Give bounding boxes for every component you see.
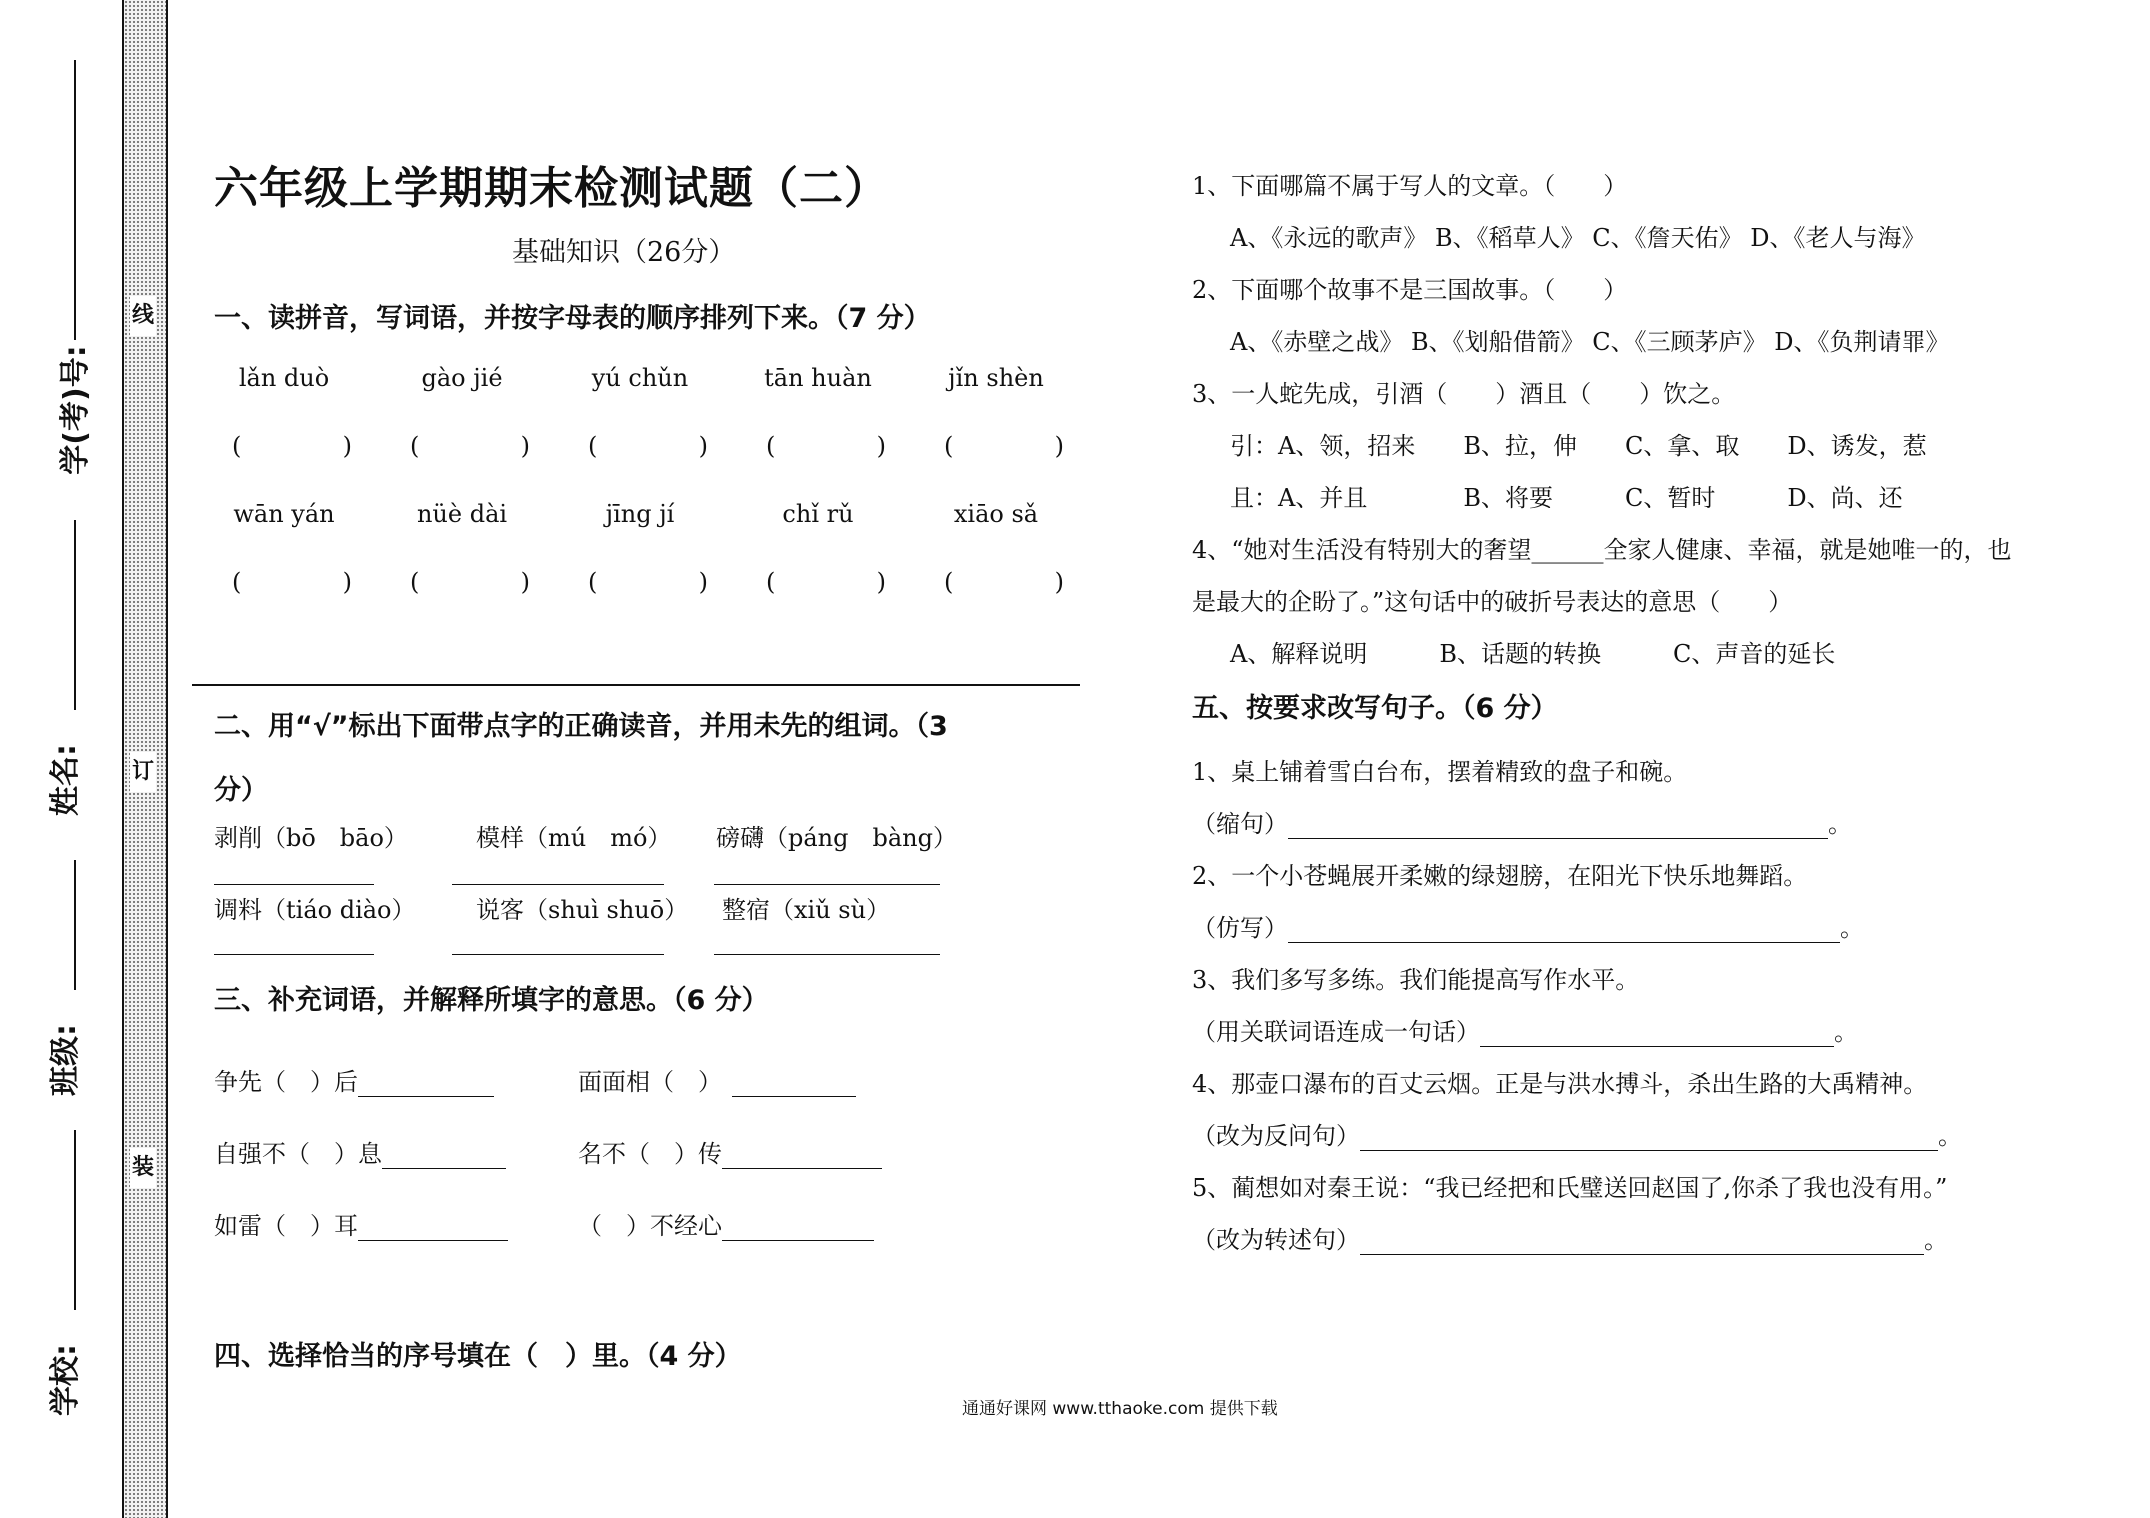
rewrite-answer-4 xyxy=(1192,1116,1962,1151)
pinyin-9: chǐ rǔ xyxy=(782,500,854,528)
name-field[interactable] xyxy=(0,520,120,820)
pinyin-7: nüè dài xyxy=(416,500,508,528)
reading-item-5: 说客（shuì shuō） xyxy=(476,896,689,924)
choice-options-2: A、《赤壁之战》 B、《划船借箭》 C、《三顾茅庐》 D、《负荆请罪》 xyxy=(1230,328,1950,356)
choice-options-3a: 引：A、领，招来 B、拉，伸 C、拿、取 D、诱发，惹 xyxy=(1230,432,1927,460)
student-number-field[interactable] xyxy=(0,60,120,480)
choice-options-1: A、《永远的歌声》 B、《稻草人》 C、《詹天佑》 D、《老人与海》 xyxy=(1230,224,1926,252)
answer-box-5[interactable] xyxy=(944,432,1064,460)
exam-subtitle: 基础知识（26分） xyxy=(512,237,736,268)
pinyin-6: wān yán xyxy=(233,500,335,528)
paren-open: ( xyxy=(766,432,776,460)
rewrite-answer-2 xyxy=(1192,908,1864,943)
rewrite-hint: （改为转述句） xyxy=(1192,1226,1360,1254)
pinyin-10: xiāo sǎ xyxy=(953,500,1039,528)
end-mark: 。 xyxy=(1834,1018,1858,1046)
reading-item-1: 剥削（bō bāo） xyxy=(214,824,408,852)
answer-line[interactable] xyxy=(358,1218,508,1241)
answer-line[interactable] xyxy=(722,1146,882,1169)
idiom-item-2 xyxy=(578,1062,856,1097)
choice-options-3b: 且：A、并且 B、将要 C、暂时 D、尚、还 xyxy=(1230,484,1903,512)
rewrite-question-2: 2、一个小苍蝇展开柔嫩的绿翅膀，在阳光下快乐地舞蹈。 xyxy=(1192,862,1808,890)
paren-close: ) xyxy=(1054,568,1064,596)
choice-options-4: A、解释说明 B、话题的转换 C、声音的延长 xyxy=(1230,640,1836,668)
reading-item-2: 模样（mú mó） xyxy=(476,824,672,852)
section-5-heading: 五、按要求改写句子。（6 分） xyxy=(1192,693,1558,724)
idiom-text: 争先（ ）后 xyxy=(214,1068,358,1096)
pinyin-5: jǐn shèn xyxy=(948,364,1044,392)
pinyin-1: lǎn duò xyxy=(238,364,330,392)
paren-open: ( xyxy=(410,568,420,596)
choice-question-4-cont: 是最大的企盼了。”这句话中的破折号表达的意思（ ） xyxy=(1192,588,1793,616)
end-mark: 。 xyxy=(1924,1226,1948,1254)
section-3-heading: 三、补充词语，并解释所填字的意思。（6 分） xyxy=(214,985,769,1016)
rewrite-hint: （仿写） xyxy=(1192,914,1288,942)
answer-box-6[interactable] xyxy=(232,568,352,596)
section-4-heading: 四、选择恰当的序号填在（ ）里。（4 分） xyxy=(214,1341,742,1372)
choice-question-4: 4、“她对生活没有特别大的奢望______全家人健康、幸福，就是她唯一的，也 xyxy=(1192,536,2012,564)
binding-char-order: 订 xyxy=(130,752,156,792)
answer-box-8[interactable] xyxy=(588,568,708,596)
idiom-item-1 xyxy=(214,1062,494,1097)
answer-line[interactable] xyxy=(1360,1128,1938,1151)
reading-item-4: 调料（tiáo diào） xyxy=(214,896,416,924)
answer-box-10[interactable] xyxy=(944,568,1064,596)
pinyin-4: tān huàn xyxy=(764,364,872,392)
pinyin-2: gào jié xyxy=(421,364,503,392)
choice-question-3: 3、一人蛇先成，引酒（ ）酒且（ ）饮之。 xyxy=(1192,380,1736,408)
end-mark: 。 xyxy=(1840,914,1864,942)
answer-line[interactable] xyxy=(1480,1024,1834,1047)
name-label: 姓名: xyxy=(48,744,83,816)
answer-line[interactable] xyxy=(1288,920,1840,943)
answer-box-2[interactable] xyxy=(410,432,530,460)
footer-credit: 通通好课网 www.tthaoke.com 提供下载 xyxy=(962,1399,1278,1419)
idiom-item-5 xyxy=(214,1206,508,1241)
answer-line[interactable] xyxy=(722,1218,874,1241)
idiom-text: 面面相（ ） xyxy=(578,1068,722,1096)
paren-close: ) xyxy=(876,432,886,460)
reading-item-3: 磅礴（páng bàng） xyxy=(716,824,957,852)
paren-close: ) xyxy=(342,568,352,596)
idiom-text: 名不（ ）传 xyxy=(578,1140,722,1168)
paren-open: ( xyxy=(588,432,598,460)
rewrite-hint: （改为反问句） xyxy=(1192,1122,1360,1150)
paren-close: ) xyxy=(520,432,530,460)
binding-char-bind: 装 xyxy=(130,1148,156,1188)
name-line xyxy=(74,520,76,710)
answer-box-3[interactable] xyxy=(588,432,708,460)
end-mark: 。 xyxy=(1938,1122,1962,1150)
answer-line[interactable] xyxy=(1360,1232,1924,1255)
rewrite-answer-3 xyxy=(1192,1012,1858,1047)
rewrite-answer-1 xyxy=(1192,804,1852,839)
answer-line[interactable] xyxy=(214,954,374,955)
answer-line[interactable] xyxy=(714,884,940,885)
reading-item-6: 整宿（xiǔ sù） xyxy=(722,896,891,924)
choice-question-2: 2、下面哪个故事不是三国故事。（ ） xyxy=(1192,276,1628,304)
rewrite-question-4: 4、那壶口瀑布的百丈云烟。正是与洪水搏斗，杀出生路的大禹精神。 xyxy=(1192,1070,1928,1098)
binding-char-line: 线 xyxy=(130,296,156,336)
idiom-text: 如雷（ ）耳 xyxy=(214,1212,358,1240)
paren-open: ( xyxy=(232,432,242,460)
section-2-heading-cont: 分） xyxy=(214,775,268,806)
answer-box-1[interactable] xyxy=(232,432,352,460)
school-label: 学校: xyxy=(48,1344,83,1416)
answer-line[interactable] xyxy=(452,954,664,955)
pinyin-8: jīng jí xyxy=(605,500,675,528)
paren-open: ( xyxy=(588,568,598,596)
paren-close: ) xyxy=(520,568,530,596)
paren-open: ( xyxy=(410,432,420,460)
school-line xyxy=(74,1130,76,1310)
paren-close: ) xyxy=(342,432,352,460)
class-label: 班级: xyxy=(48,1024,83,1096)
answer-line[interactable] xyxy=(382,1146,506,1169)
idiom-text: （ ）不经心 xyxy=(578,1212,722,1240)
answer-line[interactable] xyxy=(214,884,374,885)
answer-line[interactable] xyxy=(452,884,664,885)
answer-box-9[interactable] xyxy=(766,568,886,596)
rewrite-answer-5 xyxy=(1192,1220,1948,1255)
answer-line[interactable] xyxy=(732,1074,856,1097)
paren-open: ( xyxy=(944,568,954,596)
pinyin-3: yú chǔn xyxy=(591,364,689,392)
paren-close: ) xyxy=(1054,432,1064,460)
class-field[interactable] xyxy=(0,860,120,1120)
answer-line[interactable] xyxy=(358,1074,494,1097)
class-line xyxy=(74,860,76,990)
student-number-label: 学(考)号: xyxy=(58,345,93,475)
section-1-heading: 一、读拼音，写词语，并按字母表的顺序排列下来。（7 分） xyxy=(214,303,931,334)
paren-open: ( xyxy=(766,568,776,596)
choice-question-1: 1、下面哪篇不属于写人的文章。（ ） xyxy=(1192,172,1628,200)
student-number-line xyxy=(74,60,76,340)
idiom-item-3 xyxy=(214,1134,506,1169)
rewrite-hint: （缩句） xyxy=(1192,810,1288,838)
answer-line[interactable] xyxy=(714,954,940,955)
section-2-heading: 二、用“√”标出下面带点字的正确读音，并用未先的组词。（3 xyxy=(214,711,948,742)
paren-close: ) xyxy=(698,568,708,596)
exam-title: 六年级上学期期末检测试题（二） xyxy=(214,163,889,214)
paren-close: ) xyxy=(698,432,708,460)
answer-box-7[interactable] xyxy=(410,568,530,596)
paren-open: ( xyxy=(944,432,954,460)
answer-line[interactable] xyxy=(1288,816,1828,839)
rewrite-question-3: 3、我们多写多练。我们能提高写作水平。 xyxy=(1192,966,1640,994)
rewrite-hint: （用关联词语连成一句话） xyxy=(1192,1018,1480,1046)
rewrite-question-1: 1、桌上铺着雪白台布，摆着精致的盘子和碗。 xyxy=(1192,758,1688,786)
paren-close: ) xyxy=(876,568,886,596)
idiom-item-6 xyxy=(578,1206,874,1241)
school-field[interactable] xyxy=(0,1130,120,1430)
answer-box-4[interactable] xyxy=(766,432,886,460)
section-divider xyxy=(192,684,1080,686)
idiom-item-4 xyxy=(578,1134,882,1169)
idiom-text: 自强不（ ）息 xyxy=(214,1140,382,1168)
paren-open: ( xyxy=(232,568,242,596)
rewrite-question-5: 5、蔺想如对秦王说：“我已经把和氏璧送回赵国了,你杀了我也没有用。” xyxy=(1192,1174,1948,1202)
end-mark: 。 xyxy=(1828,810,1852,838)
